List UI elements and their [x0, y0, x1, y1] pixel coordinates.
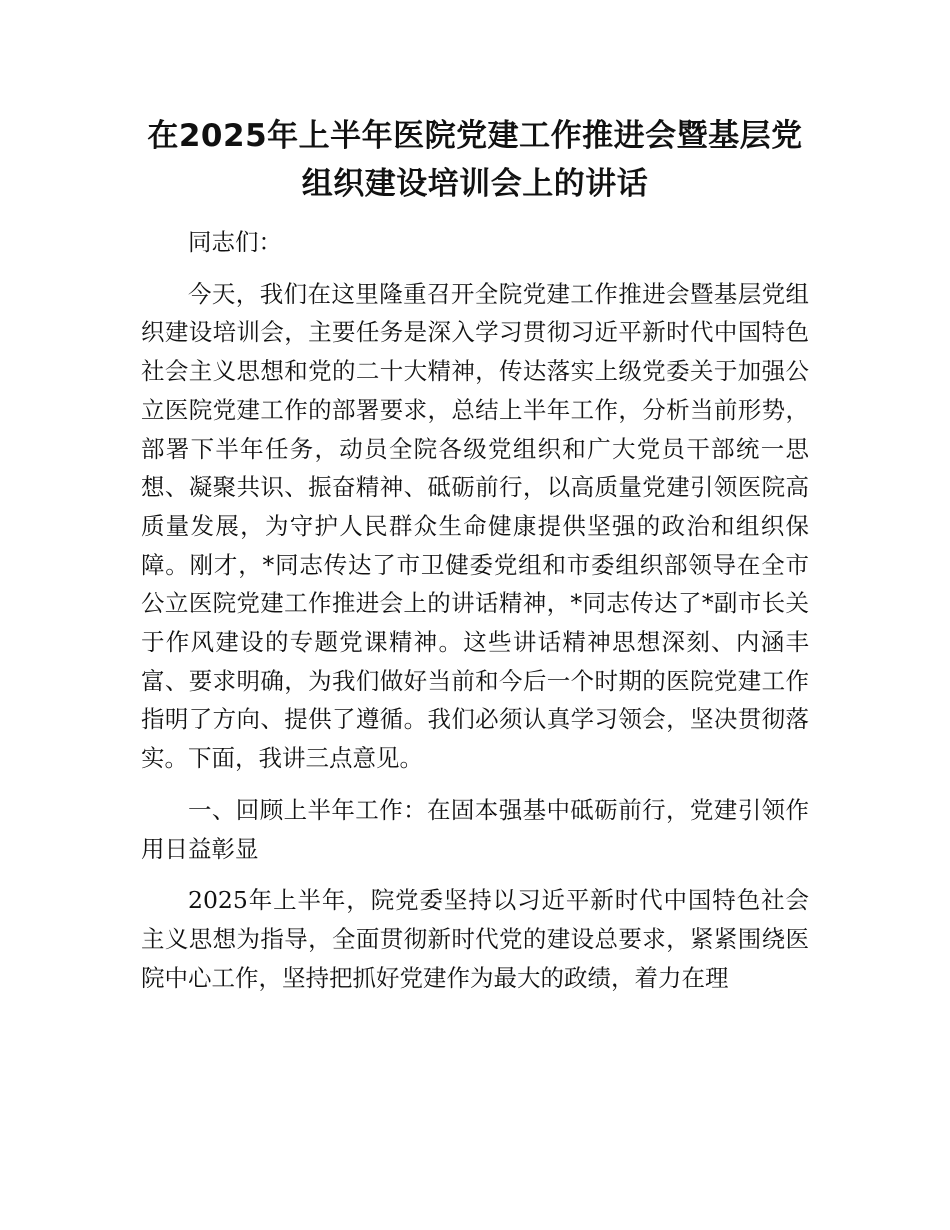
section-paragraph: 2025年上半年，院党委坚持以习近平新时代中国特色社会主义思想为指导，全面贯彻新时代党的建设总要求，紧紧围绕医院中心工作，坚持把抓好党建作为最大的政绩，着力在理 — [141, 886, 809, 992]
document-body — [141, 223, 809, 997]
document-title — [140, 112, 810, 208]
title-line-1: 在2025年上半年医院党建工作推进会暨基层党 — [147, 118, 803, 154]
section-heading: 一、回顾上半年工作：在固本强基中砥砺前行，党建引领作用日益彰显 — [141, 795, 809, 863]
salutation: 同志们： — [188, 228, 282, 256]
intro-paragraph: 今天，我们在这里隆重召开全院党建工作推进会暨基层党组织建设培训会，主要任务是深入学习贯彻习近平新时代中国特色社会主义思想和党的二十大精神，传达落实上级党委关于加强公立医院党建工作的部署要求，总结上半年工作，分析当前形势，部署下半年任务，动员全院各级党组织和广大党员干部统一思想、凝聚共识、振奋精神、砥砺前行，以高质量党建引领医院高质量发展，为守护人民群众生命健康提供坚强的政治和组织保障。刚才，*同志传达了市卫健委党组和市委组织部领导在全市公立医院党建工作推进会上的讲话精神，*同志传达了*副市长关于作风建设的专题党课精神。这些讲话精神思想深刻、内涵丰富、要求明确，为我们做好当前和今后一个时期的医院党建工作指明了方向、提供了遵循。我们必须认真学习领会，坚决贯彻落实。下面，我讲三点意见。 — [141, 279, 809, 773]
title-line-2: 组织建设培训会上的讲话 — [301, 166, 649, 202]
